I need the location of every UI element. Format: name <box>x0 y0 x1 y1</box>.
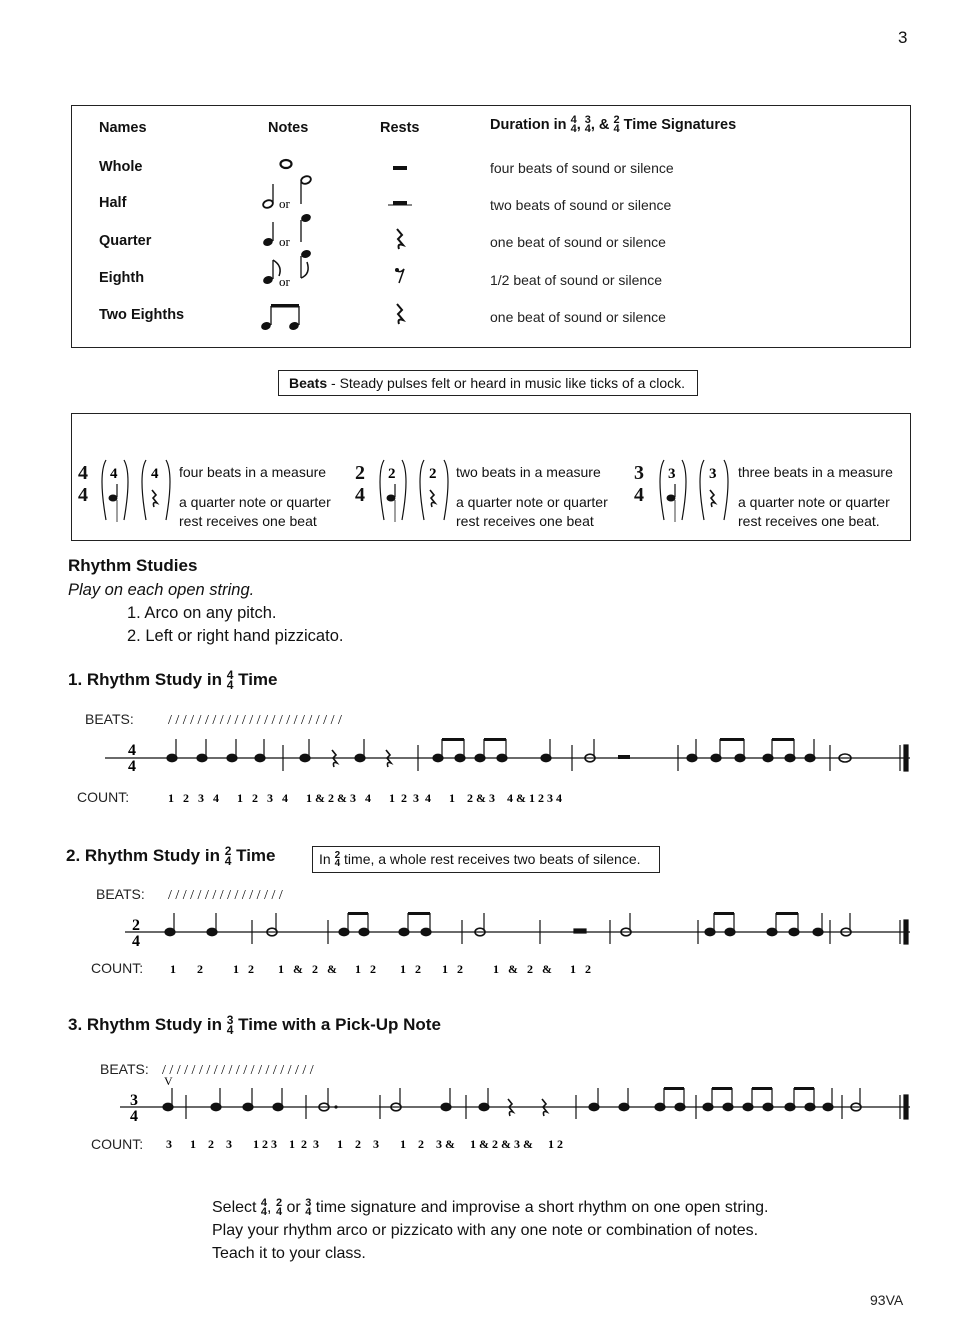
page-number: 3 <box>898 28 908 47</box>
meters-box <box>71 413 911 541</box>
quarter-rest-icon <box>397 229 403 249</box>
half-rest-icon <box>388 201 412 205</box>
study2-staff <box>100 880 920 990</box>
svg-text:3: 3 <box>668 466 676 482</box>
svg-text:3: 3 <box>709 466 717 482</box>
meter-3-4-signature: 3 4 <box>634 462 644 506</box>
row-name-whole: Whole <box>99 159 143 175</box>
study1-staff <box>100 705 920 815</box>
rhythm-studies-instruction: Play on each open string. <box>68 581 255 599</box>
study2-note: In 2 4 time, a whole rest receives two beats of silence. <box>312 846 660 873</box>
note-values-table <box>71 105 911 348</box>
svg-text:4: 4 <box>151 466 159 482</box>
svg-text:/ / / /: / / / / / / / / / / / / / / / / <box>168 888 283 903</box>
header-names: Names <box>99 120 147 136</box>
study2-count-label: COUNT: <box>91 960 144 976</box>
svg-text:4: 4 <box>132 933 140 950</box>
meter-2-4-line3: rest receives one beat <box>456 513 594 529</box>
svg-text:4: 4 <box>110 466 118 482</box>
time-sig-4-4: 4 4 <box>570 114 577 136</box>
beats-definition: - Steady pulses felt or heard in music like ticks of a clock. <box>327 375 686 391</box>
meter-4-4-signature: 4 4 <box>78 462 88 506</box>
svg-text:/ / / / / / /: / / / / / / / / / / / / / / / / / / / / / / / / <box>168 713 342 728</box>
study2-title: 2. Rhythm Study in 2 4 Time <box>66 843 276 868</box>
rhythm-studies-title: Rhythm Studies <box>68 556 198 575</box>
footer-code: 93VA <box>870 1292 904 1308</box>
svg-text:4: 4 <box>130 1108 138 1125</box>
eighth-rest-icon <box>395 268 404 283</box>
study1-counts: 1 2 3 4 1 2 3 4 1 & 2 & 3 4 1 2 3 4 1 2 & 3 4 & 1 2 3 4 <box>168 791 562 805</box>
study3-count-label: COUNT: <box>91 1136 144 1152</box>
study1-title: 1. Rhythm Study in 4 4 Time <box>68 667 278 692</box>
meter-3-4-line1: three beats in a measure <box>738 464 893 480</box>
study1-beats-label: BEATS: <box>85 711 134 727</box>
note-symbols <box>242 146 322 346</box>
svg-text:4: 4 <box>128 758 136 775</box>
meter-4-4-line1: four beats in a measure <box>179 464 327 480</box>
svg-text:2: 2 <box>132 917 140 934</box>
row-name-eighth: Eighth <box>99 270 145 286</box>
rhythm-step-2: 2. Left or right hand pizzicato. <box>127 627 344 645</box>
header-duration: Duration in 4 4 , 3 4 , & 2 4 Time Signatures <box>490 114 737 136</box>
rhythm-step-1: 1. Arco on any pitch. <box>127 604 277 622</box>
whole-rest-icon <box>393 166 407 170</box>
closing-line1: Select 4 4 , 2 4 or 3 4 time signature and improvise a short rhythm on one open string. <box>212 1196 769 1218</box>
beats-definition-box <box>278 370 698 396</box>
time-sig-3-4: 3 4 <box>584 114 591 136</box>
svg-text:2: 2 <box>388 466 396 482</box>
meter-2-4-figure <box>372 456 452 528</box>
rest-symbols <box>382 146 422 346</box>
meter-2-4-line1: two beats in a measure <box>456 464 601 480</box>
row-name-quarter: Quarter <box>99 233 152 249</box>
beats-term: Beats <box>289 375 328 391</box>
closing-line2: Play your rhythm arco or pizzicato with any one note or combination of notes. <box>212 1222 759 1239</box>
closing-line3: Teach it to your class. <box>212 1245 366 1262</box>
closing-paragraph <box>212 1196 768 1265</box>
quarter-rest-icon-2 <box>397 304 403 324</box>
svg-text:V: V <box>164 1074 173 1088</box>
row-desc-eighth: 1/2 beat of sound or silence <box>490 272 663 288</box>
row-desc-whole: four beats of sound or silence <box>490 160 674 176</box>
time-sig-2-4: 2 4 <box>613 114 620 136</box>
or-word-3: or <box>279 274 290 289</box>
meter-4-4-line2: a quarter note or quarter <box>179 494 331 510</box>
meter-4-4-line3: rest receives one beat <box>179 513 317 529</box>
meter-3-4-figure <box>652 456 732 528</box>
row-name-half: Half <box>99 195 127 211</box>
meter-3-4-line3: rest receives one beat. <box>738 513 880 529</box>
duration-prefix: Duration in <box>490 116 567 133</box>
two-eighths-icon <box>260 304 300 331</box>
study2-beats-label: BEATS: <box>96 886 145 902</box>
row-desc-quarter: one beat of sound or silence <box>490 234 666 250</box>
study3-counts: 3 1 2 3 1 2 3 1 2 3 1 2 3 1 2 3 & 1 & 2 & 3 & 1 2 <box>166 1137 563 1151</box>
header-notes: Notes <box>268 120 309 136</box>
svg-text:2: 2 <box>429 466 437 482</box>
meter-3-4-line2: a quarter note or quarter <box>738 494 890 510</box>
study2-counts: 1 2 1 2 1 & 2 & 1 2 1 2 1 2 1 & 2 & 1 2 <box>170 962 591 976</box>
svg-text:3: 3 <box>130 1092 138 1109</box>
meter-2-4-line2: a quarter note or quarter <box>456 494 608 510</box>
svg-text:/ / / / / /: / / / / / / / / / / / / / / / / / / / / / <box>162 1063 314 1078</box>
study3-title: 3. Rhythm Study in 3 4 Time with a Pick-Up Note <box>68 1012 441 1037</box>
study3-staff <box>100 1055 920 1165</box>
study1-count-label: COUNT: <box>77 789 130 805</box>
or-word-1: or <box>279 196 290 211</box>
duration-suffix: Time Signatures <box>623 116 737 133</box>
header-rests: Rests <box>380 120 420 136</box>
whole-note-icon <box>281 160 292 168</box>
row-name-two-eighths: Two Eighths <box>99 307 185 323</box>
or-word-2: or <box>279 234 290 249</box>
row-desc-half: two beats of sound or silence <box>490 197 672 213</box>
row-desc-two-eighths: one beat of sound or silence <box>490 309 666 325</box>
study3-beats-label: BEATS: <box>100 1061 149 1077</box>
svg-text:4: 4 <box>128 742 136 759</box>
meter-2-4-signature: 2 4 <box>355 462 365 506</box>
meter-4-4-figure <box>94 456 174 528</box>
